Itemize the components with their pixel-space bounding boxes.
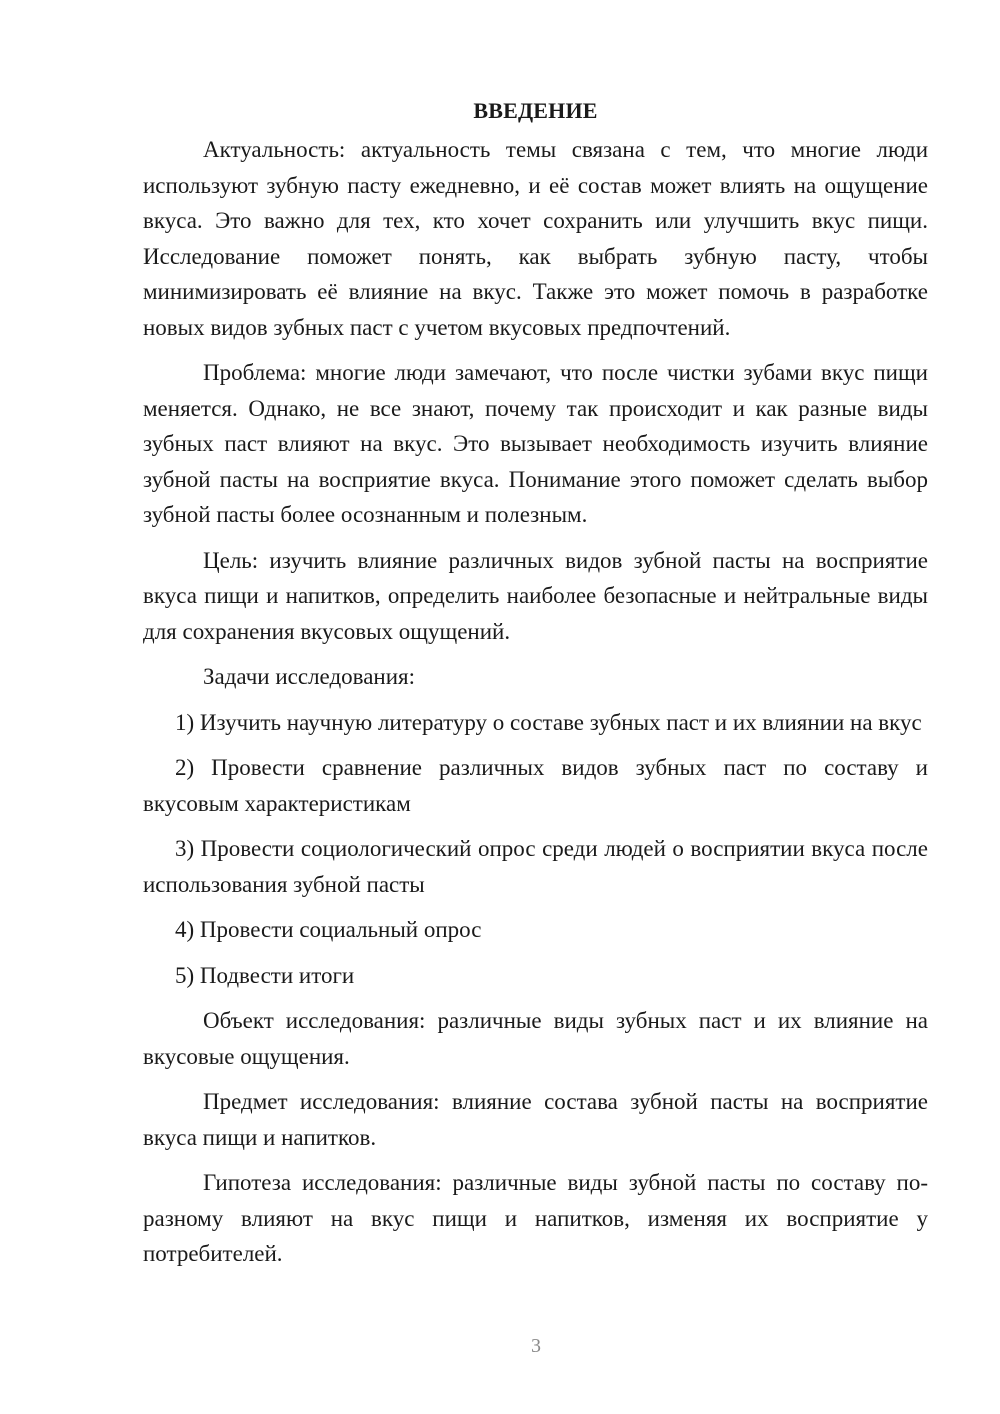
hypothesis-paragraph: Гипотеза исследования: различные виды зубной пасты по составу по-разному влияют на вкус пищи и напитков, изменяя их восприятие у потребителей. [143, 1170, 928, 1266]
list-item: 1) Изучить научную литературу о составе зубных паст и их влиянии на вкус [175, 709, 922, 735]
relevance-paragraph: Актуальность: актуальность темы связана с тем, что многие люди используют зубную пасту ежедневно, и её состав может влиять на ощущение вкуса. Это важно для тех, кто хочет сохранить или улучшить вкус пищи. Исследование поможет понять, как выбрать зубную пасту, чтобы минимизировать её влияние на вкус. Также это может помочь в разработке новых видов зубных паст с учетом вкусовых предпочтений. [143, 137, 928, 340]
tasks-list [143, 705, 928, 994]
page-number: 3 [531, 1335, 541, 1357]
list-item: 3) Провести социологический опрос среди людей о восприятии вкуса после использования зубной пасты [143, 836, 928, 897]
goal-paragraph: Цель: изучить влияние различных видов зубной пасты на восприятие вкуса пищи и напитков, определить наиболее безопасные и нейтральные виды для сохранения вкусовых ощущений. [143, 547, 928, 644]
object-paragraph: Объект исследования: различные виды зубных паст и их влияние на вкусовые ощущения. [143, 1008, 928, 1069]
list-item: 5) Подвести итоги [175, 962, 355, 988]
document-body [143, 96, 928, 1282]
subject-paragraph: Предмет исследования: влияние состава зубной пасты на восприятие вкуса пищи и напитков. [143, 1089, 928, 1150]
page-title: ВВЕДЕНИЕ [473, 98, 598, 123]
list-item: 2) Провести сравнение различных видов зубных паст по составу и вкусовым характеристикам [143, 755, 928, 816]
list-item: 4) Провести социальный опрос [175, 917, 482, 942]
problem-paragraph: Проблема: многие люди замечают, что после чистки зубами вкус пищи меняется. Однако, не все знают, почему так происходит и как разные виды зубных паст влияют на вкус. Это вызывает необходимость изучить влияние зубной пасты на восприятие вкуса. Понимание этого поможет сделать выбор зубной пасты более осознанным и полезным. [143, 360, 928, 527]
tasks-heading: Задачи исследования: [203, 664, 416, 689]
